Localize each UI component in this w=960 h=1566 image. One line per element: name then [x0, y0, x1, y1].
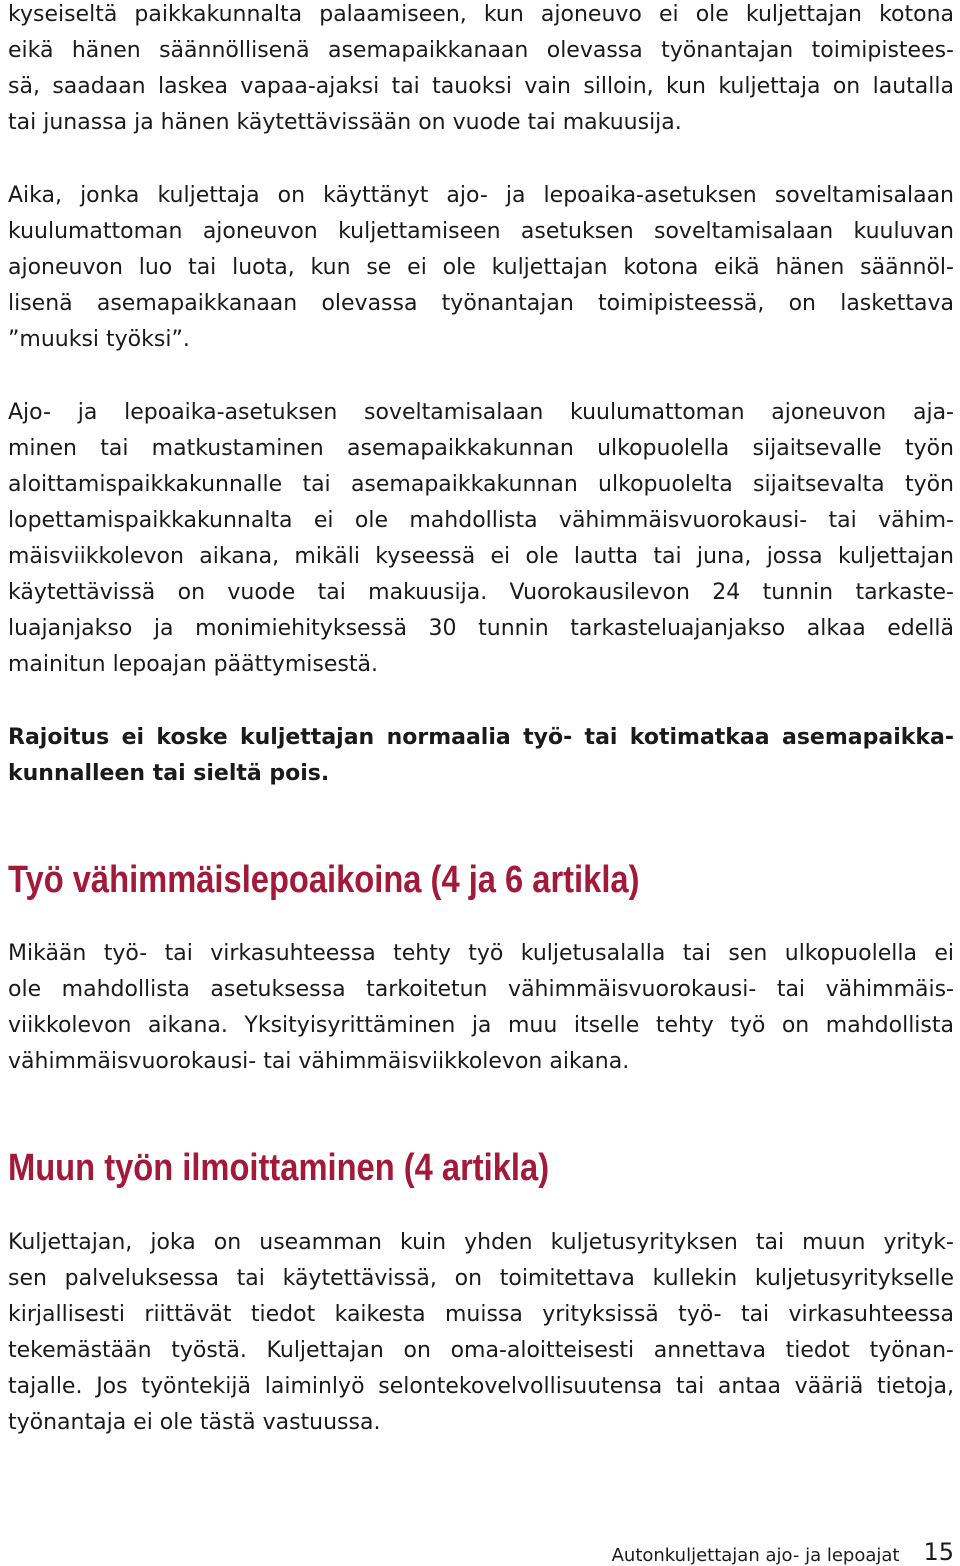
text-line: ”muuksi työksi”.: [8, 327, 190, 352]
text-line: luajanjakso ja monimiehityksessä 30 tunnin tarkasteluajanjakso alkaa edellä: [8, 616, 954, 641]
paragraph-minimum-rest-work: [8, 936, 954, 1080]
paragraph-driving-outside-scope: [8, 395, 954, 683]
text-line: Kuljettajan, joka on useamman kuin yhden kuljetusyrityksen tai muun yrityk-: [8, 1230, 954, 1255]
text-line: lisenä asemapaikkanaan olevassa työnantajan toimipisteessä, on laskettava: [8, 291, 954, 316]
section-heading-other-work-reporting: Muun työn ilmoittaminen (4 artikla): [8, 1147, 550, 1189]
text-line: Rajoitus ei koske kuljettajan normaalia työ- tai kotimatkaa asemapaikka-: [8, 725, 954, 750]
text-line: minen tai matkustaminen asemapaikkakunnan ulkopuolella sijaitsevalle työn: [8, 436, 954, 461]
page-number: 15: [923, 1538, 954, 1566]
paragraph-restriction-note: [8, 720, 954, 792]
text-line: Ajo- ja lepoaika-asetuksen soveltamisalaan kuulumattoman ajoneuvon aja-: [8, 400, 954, 425]
text-line: työnantaja ei ole tästä vastuussa.: [8, 1410, 381, 1435]
text-line: mainitun lepoajan päättymisestä.: [8, 652, 378, 677]
footer-publication-title: Autonkuljettajan ajo- ja lepoajat: [611, 1545, 900, 1566]
text-line: ajoneuvon luo tai luota, kun se ei ole kuljettajan kotona eikä hänen säännöl-: [8, 255, 954, 280]
text-line: lopettamispaikkakunnalta ei ole mahdollista vähimmäisvuorokausi- tai vähim-: [8, 508, 954, 533]
text-line: tai junassa ja hänen käytettävissään on vuode tai makuusija.: [8, 110, 682, 135]
section-heading-minimum-rest-work: Työ vähimmäislepoaikoina (4 ja 6 artikla): [8, 859, 640, 901]
text-line: ole mahdollista asetuksessa tarkoitetun vähimmäisvuorokausi- tai vähimmäis-: [8, 977, 954, 1002]
text-line: Aika, jonka kuljettaja on käyttänyt ajo- ja lepoaika-asetuksen soveltamisalaan: [8, 183, 954, 208]
text-line: kunnalleen tai sieltä pois.: [8, 761, 330, 786]
text-line: kuulumattoman ajoneuvon kuljettamiseen asetuksen soveltamisalaan kuuluvan: [8, 219, 954, 244]
paragraph-other-work-time: [8, 178, 954, 358]
text-line: käytettävissä on vuode tai makuusija. Vuorokausilevon 24 tunnin tarkaste-: [8, 580, 954, 605]
text-line: kyseiseltä paikkakunnalta palaamiseen, kun ajoneuvo ei ole kuljettajan kotona: [8, 2, 954, 27]
text-line: kirjallisesti riittävät tiedot kaikesta muissa yrityksissä työ- tai virkasuhteessa: [8, 1302, 954, 1327]
text-line: sä, saadaan laskea vapaa-ajaksi tai tauoksi vain silloin, kun kuljettaja on lautalla: [8, 74, 954, 99]
text-line: eikä hänen säännöllisenä asemapaikkanaan olevassa työnantajan toimipistees-: [8, 38, 954, 63]
text-line: tajalle. Jos työntekijä laiminlyö selontekovelvollisuutensa tai antaa vääriä tietoja,: [8, 1374, 954, 1399]
text-line: viikkolevon aikana. Yksityisyrittäminen ja muu itselle tehty työ on mahdollista: [8, 1013, 954, 1038]
text-line: tekemästään työstä. Kuljettajan on oma-aloitteisesti annettava tiedot työnan-: [8, 1338, 954, 1363]
text-line: mäisviikkolevon aikana, mikäli kyseessä ei ole lautta tai juna, jossa kuljettajan: [8, 544, 954, 569]
text-line: vähimmäisvuorokausi- tai vähimmäisviikkolevon aikana.: [8, 1049, 630, 1074]
page-footer: [612, 1534, 954, 1566]
text-line: aloittamispaikkakunnalle tai asemapaikkakunnan ulkopuolelta sijaitsevalta työn: [8, 472, 954, 497]
text-line: sen palveluksessa tai käytettävissä, on toimitettava kullekin kuljetusyritykselle: [8, 1266, 954, 1291]
paragraph-continuation: [8, 0, 954, 141]
text-line: Mikään työ- tai virkasuhteessa tehty työ kuljetusalalla tai sen ulkopuolella ei: [8, 941, 954, 966]
paragraph-other-work-reporting: [8, 1225, 954, 1441]
